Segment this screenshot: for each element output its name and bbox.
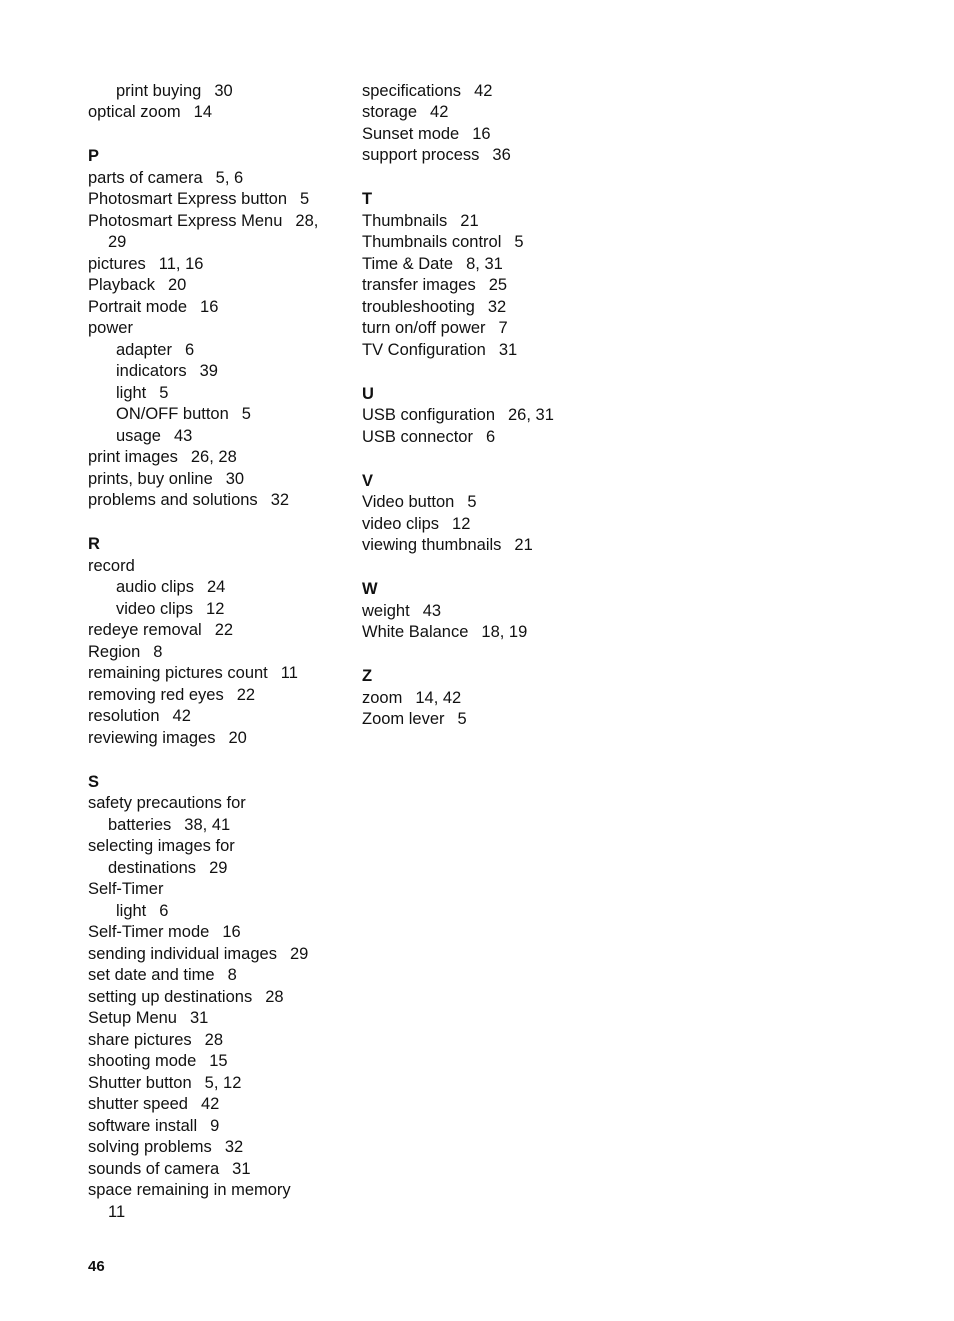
index-entry	[88, 793, 348, 815]
page-reference: 8, 31	[466, 254, 503, 273]
index-entry	[88, 706, 348, 728]
index-entry	[88, 297, 348, 319]
index-entry-continuation	[88, 1202, 348, 1224]
page-number: 46	[88, 1258, 105, 1275]
page-reference: 5	[159, 383, 169, 402]
index-term: setting up destinations	[88, 987, 253, 1006]
index-entry	[362, 232, 622, 254]
index-term: space remaining in memory	[88, 1181, 291, 1199]
page-reference: 7	[498, 319, 508, 337]
page-reference: 9	[210, 1116, 220, 1135]
index-term: batteries	[108, 815, 172, 834]
index-entry	[88, 944, 348, 966]
index-term: shutter speed	[88, 1095, 188, 1113]
page-reference: 29	[209, 858, 228, 877]
page-reference: 14, 42	[415, 688, 462, 707]
index-section-letter: R	[88, 535, 100, 553]
index-entry	[362, 145, 622, 167]
index-entry	[362, 514, 622, 536]
index-entry	[362, 275, 622, 297]
page-reference: 11, 16	[158, 254, 204, 273]
page-reference: 28,	[295, 211, 319, 230]
index-term: Photosmart Express Menu	[88, 211, 283, 230]
page-reference: 5	[514, 233, 524, 251]
index-subentry	[88, 599, 348, 621]
index-term: light	[116, 383, 147, 402]
index-term: Sunset mode	[362, 124, 460, 143]
index-term: shooting mode	[88, 1052, 197, 1070]
page-reference: 30	[214, 81, 233, 100]
section-gap	[362, 361, 622, 384]
index-entry	[88, 254, 348, 276]
index-entry	[362, 492, 622, 514]
page-reference: 24	[206, 578, 226, 596]
index-term: pictures	[88, 254, 146, 273]
page-reference: 6	[159, 901, 169, 920]
index-entry	[88, 1137, 348, 1159]
index-entry	[88, 189, 348, 211]
index-term: TV Configuration	[362, 340, 486, 359]
index-term: software install	[88, 1116, 198, 1135]
page-reference: 20	[228, 728, 247, 747]
index-term: selecting images for	[88, 837, 235, 855]
index-term: support process	[362, 146, 480, 164]
index-term: power	[88, 319, 133, 337]
index-term: Region	[88, 642, 141, 661]
index-subentry	[88, 340, 348, 362]
index-term: solving problems	[88, 1138, 212, 1156]
page-reference: 32	[270, 491, 290, 509]
index-term: safety precautions for	[88, 794, 246, 812]
index-entry-continuation	[88, 815, 348, 837]
page-reference: 12	[206, 599, 225, 618]
page-reference: 5	[467, 493, 477, 511]
page-reference: 5	[300, 190, 310, 208]
index-entry	[362, 622, 622, 644]
index-term: weight	[362, 601, 410, 620]
index-entry	[88, 469, 348, 491]
index-entry	[88, 168, 348, 190]
page-reference: 21	[460, 211, 479, 230]
index-entry	[88, 1094, 348, 1116]
page-reference: 14	[193, 103, 212, 121]
index-subentry	[88, 404, 348, 426]
index-term: adapter	[116, 340, 172, 359]
page-reference: 16	[222, 923, 241, 941]
page-reference: 5	[241, 405, 251, 423]
section-gap	[88, 512, 348, 535]
page-reference: 29	[289, 944, 309, 963]
page-reference: 36	[492, 146, 511, 164]
page-reference: 42	[474, 81, 493, 100]
index-term: video clips	[116, 599, 194, 618]
index-section-letter: S	[88, 772, 100, 791]
index-term: light	[116, 901, 147, 920]
page-reference: 42	[200, 1095, 220, 1113]
index-term: Time & Date	[362, 254, 454, 273]
page-reference: 8	[153, 642, 163, 661]
page-reference: 42	[430, 103, 449, 121]
index-term: viewing thumbnails	[362, 536, 502, 554]
section-gap	[362, 448, 622, 471]
index-entry	[88, 1116, 348, 1138]
index-entry	[362, 81, 622, 103]
index-term: removing red eyes	[88, 685, 224, 704]
index-entry	[88, 1008, 348, 1030]
page-reference: 32	[487, 297, 507, 316]
page-reference: 21	[514, 536, 533, 554]
page-reference: 22	[214, 621, 234, 639]
page-reference: 30	[225, 469, 245, 488]
section-gap	[88, 124, 348, 147]
index-term: troubleshooting	[362, 297, 475, 316]
page-reference: 43	[422, 601, 442, 620]
index-term: sending individual images	[88, 944, 277, 963]
index-entry	[88, 922, 348, 944]
page-reference: 5, 12	[204, 1073, 242, 1092]
index-term: Shutter button	[88, 1073, 192, 1092]
index-term: ON/OFF button	[116, 405, 229, 423]
index-entry	[88, 1030, 348, 1052]
index-term: White Balance	[362, 623, 469, 641]
index-term: Playback	[88, 276, 155, 294]
page-reference: 31	[498, 340, 518, 359]
index-entry	[362, 709, 622, 731]
page-reference: 8	[227, 966, 237, 984]
page-reference: 18, 19	[481, 623, 528, 641]
index-entry	[362, 340, 622, 362]
index-entry	[88, 685, 348, 707]
page-reference: 20	[167, 276, 187, 294]
index-term: audio clips	[116, 578, 194, 596]
index-term: prints, buy online	[88, 469, 213, 488]
page-reference: 6	[184, 340, 195, 359]
index-section-letter: P	[88, 147, 100, 165]
page-reference: 5	[457, 710, 467, 728]
page-reference: 16	[200, 297, 219, 316]
index-entry	[362, 318, 622, 340]
index-term: indicators	[116, 362, 187, 380]
page-reference: 5, 6	[215, 168, 244, 187]
index-entry	[362, 405, 622, 427]
index-entry	[88, 1073, 348, 1095]
index-entry	[88, 1051, 348, 1073]
index-term: Photosmart Express button	[88, 190, 288, 208]
index-term: sounds of camera	[88, 1159, 220, 1178]
index-section-letter: U	[362, 384, 374, 403]
index-entry	[88, 318, 348, 340]
page-reference: 31	[189, 1009, 209, 1027]
index-entry	[362, 124, 622, 146]
page-reference: 6	[485, 427, 496, 446]
index-column-left	[88, 81, 348, 1224]
index-entry	[88, 836, 348, 858]
index-section-letter: Z	[362, 667, 373, 685]
index-term: usage	[116, 426, 161, 445]
index-column-right	[362, 81, 622, 731]
index-subentry	[88, 383, 348, 405]
index-term: specifications	[362, 81, 462, 100]
page-reference: 32	[224, 1138, 244, 1156]
index-term: Video button	[362, 493, 455, 511]
page-reference: 16	[472, 124, 491, 143]
index-term: reviewing images	[88, 728, 216, 747]
page-reference: 42	[172, 707, 191, 725]
index-entry	[88, 1180, 348, 1202]
section-gap	[362, 167, 622, 190]
index-term: Thumbnails	[362, 211, 448, 230]
index-term: Setup Menu	[88, 1009, 177, 1027]
page-reference: 43	[173, 426, 193, 445]
index-term: destinations	[108, 858, 197, 877]
index-entry	[88, 447, 348, 469]
index-term: redeye removal	[88, 621, 202, 639]
index-term: parts of camera	[88, 168, 203, 187]
index-entry	[362, 297, 622, 319]
index-term: Portrait mode	[88, 297, 188, 316]
index-entry	[362, 601, 622, 623]
index-entry	[88, 987, 348, 1009]
index-section-letter: W	[362, 580, 378, 598]
index-entry	[88, 728, 348, 750]
index-term: transfer images	[362, 276, 476, 294]
index-entry	[88, 965, 348, 987]
index-subentry	[88, 426, 348, 448]
index-section-letter: V	[362, 471, 374, 490]
index-entry	[88, 490, 348, 512]
index-term: share pictures	[88, 1030, 192, 1049]
index-entry	[362, 688, 622, 710]
index-term: optical zoom	[88, 103, 181, 121]
index-entry	[88, 102, 348, 124]
index-term: print images	[88, 448, 178, 466]
index-entry	[362, 427, 622, 449]
index-term: remaining pictures count	[88, 664, 268, 682]
index-entry-continuation	[88, 858, 348, 880]
index-entry	[88, 211, 348, 233]
page-reference: 26, 28	[190, 448, 237, 466]
index-term: resolution	[88, 707, 160, 725]
index-entry	[362, 102, 622, 124]
page-reference: 15	[209, 1052, 228, 1070]
section-gap	[88, 749, 348, 772]
index-term: storage	[362, 103, 418, 121]
page-reference: 25	[488, 276, 508, 294]
index-term: USB connector	[362, 427, 473, 446]
index-entry-continuation	[88, 232, 348, 254]
index-term: video clips	[362, 514, 440, 533]
index-subentry	[88, 577, 348, 599]
page-reference: 28	[265, 987, 284, 1006]
index-subentry	[88, 81, 348, 103]
page-reference: 12	[452, 514, 471, 533]
index-term: set date and time	[88, 966, 215, 984]
page-reference: 38, 41	[184, 815, 231, 834]
index-entry	[362, 254, 622, 276]
index-entry	[362, 211, 622, 233]
page-reference: 28	[204, 1030, 223, 1049]
index-term: Thumbnails control	[362, 233, 502, 251]
page-reference: 29	[108, 233, 127, 251]
index-term: problems and solutions	[88, 491, 258, 509]
index-term: zoom	[362, 688, 403, 707]
index-term: Zoom lever	[362, 710, 445, 728]
section-gap	[362, 557, 622, 580]
section-gap	[362, 644, 622, 667]
index-section-letter: T	[362, 190, 373, 208]
page-reference: 11	[108, 1202, 126, 1221]
index-term: turn on/off power	[362, 319, 486, 337]
index-entry	[88, 642, 348, 664]
index-subentry	[88, 361, 348, 383]
index-entry	[362, 535, 622, 557]
index-term: Self-Timer mode	[88, 923, 210, 941]
page-reference: 26, 31	[508, 406, 554, 424]
page-reference: 31	[232, 1159, 251, 1178]
index-entry	[88, 275, 348, 297]
index-entry	[88, 879, 348, 901]
index-entry	[88, 556, 348, 578]
index-entry	[88, 663, 348, 685]
index-term: USB configuration	[362, 406, 495, 424]
page-reference: 22	[236, 685, 256, 704]
index-term: record	[88, 556, 135, 575]
page-reference: 11	[280, 664, 298, 682]
index-subentry	[88, 901, 348, 923]
index-entry	[88, 620, 348, 642]
index-entry	[88, 1159, 348, 1181]
index-term: print buying	[116, 81, 202, 100]
index-term: Self-Timer	[88, 880, 164, 898]
page-reference: 39	[199, 362, 218, 380]
